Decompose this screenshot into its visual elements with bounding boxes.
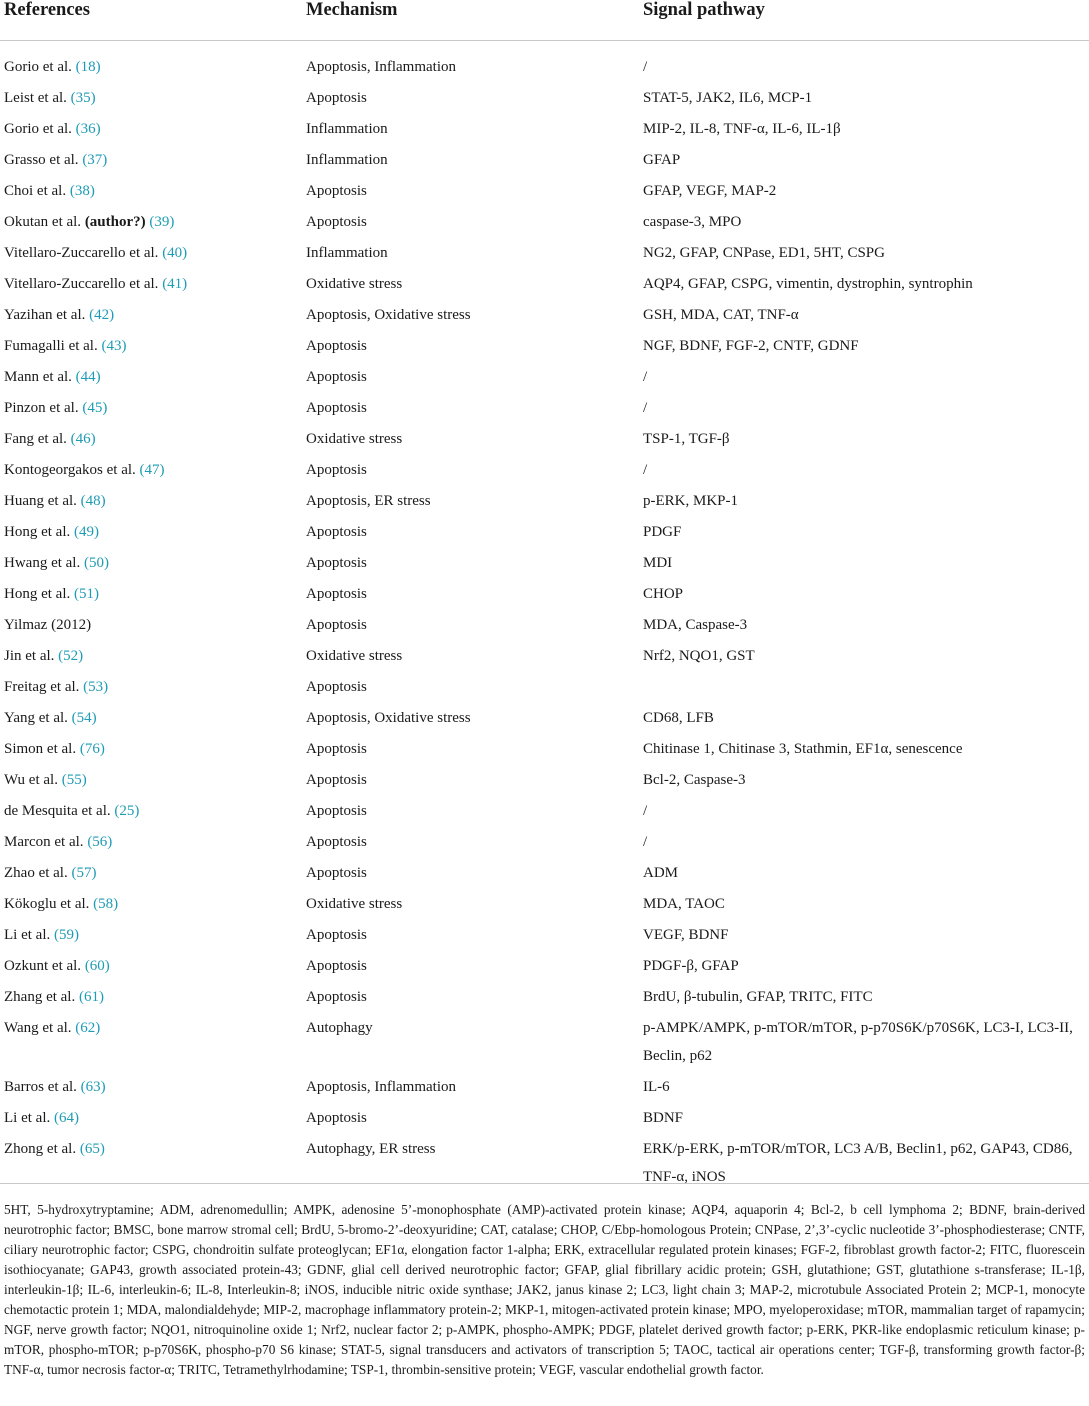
citation-link[interactable]: (62) — [75, 1019, 101, 1036]
mechanism-cell: Apoptosis — [306, 740, 367, 757]
abbreviations-footnote: 5HT, 5-hydroxytryptamine; ADM, adrenomedullin; AMPK, adenosine 5’-monophosphate (AMP)-activated protein kinase; AQP4, aquaporin 4; Bcl-2, b cell lymphoma 2; BDNF, brain-derived neurotrophic factor; BMSC, bone marrow stromal cell; BrdU, 5-bromo-2’-deoxyuridine; CAT, catalase; CHOP, C/Ebp-homologous Protein; CNPase, 2’,3’-cyclic nucleotide 3’-phosphodiesterase; CNTF, ciliary neurotrophic factor; CSPG, chondroitin sulfate proteoglycan; EF1α, elongation factor 1-alpha; ERK, extracellular regulated protein kinases; FGF-2, fibroblast growth factor-2; FITC, fluorescein isothiocyanate; GAP43, growth associated protein-43; GDNF, glial cell derived neurotrophic factor; GFAP, glial fibrillary acidic protein; GSH, glutathione; GST, glutathione s-transferase; IL-1β, interleukin-1β; IL-6, interleukin-6; IL-8, Interleukin-8; iNOS, inducible nitric oxide synthase; JAK2, janus kinase 2; LC3, light chain 3; MAP-2, microtubule Associated Protein 2; MCP-1, monocyte chemotactic protein 1; MDA, malondialdehyde; MIP-2, macrophage inflammatory protein-2; MKP-1, mitogen-activated protein kinase; MPO, myeloperoxidase; mTOR, mammalian target of rapamycin; NGF, nerve growth factor; NQO1, nitroquinoline oxide 1; Nrf2, nuclear factor 2; p-AMPK, phospho-AMPK; PDGF, platelet derived growth factor; p-ERK, PKR-like endoplasmic reticulum kinase; p-mTOR, phospho-mTOR; p-p70S6K, phospho-p70 S6 kinase; STAT-5, signal transducers and activators of transcription 5; TAOC, tactical air operations center; TGF-β, transforming growth factor-β; TNF-α, tumor necrosis factor-α; TRITC, Tetramethylrhodamine; TSP-1, thrombin-sensitive protein; VEGF, vascular endothelial growth factor. — [4, 1202, 1085, 1377]
reference-cell — [0, 640, 302, 671]
table-row — [0, 113, 1089, 144]
reference-cell — [0, 485, 302, 516]
table-row — [0, 609, 1089, 640]
signal-pathway-cell: IL-6 — [643, 1078, 670, 1095]
reference-cell — [0, 764, 302, 795]
reference-cell — [0, 237, 302, 268]
signal-pathway-cell: GSH, MDA, CAT, TNF-α — [643, 306, 799, 323]
header-mechanism: Mechanism — [302, 0, 639, 41]
mechanism-cell: Apoptosis — [306, 523, 367, 540]
table-row — [0, 144, 1089, 175]
table-row — [0, 919, 1089, 950]
mechanism-cell: Apoptosis — [306, 678, 367, 695]
citation-link[interactable]: (41) — [162, 275, 188, 292]
signal-pathway-cell — [639, 671, 1089, 702]
table-row — [0, 454, 1089, 485]
reference-cell — [0, 175, 302, 206]
mechanism-cell: Apoptosis, Oxidative stress — [306, 709, 471, 726]
reference-author: Li et al. — [4, 1109, 54, 1126]
mechanism-cell: Apoptosis — [306, 213, 367, 230]
table-row — [0, 51, 1089, 82]
mechanism-cell: Oxidative stress — [306, 430, 403, 447]
reference-author: Simon et al. — [4, 740, 80, 757]
table-row — [0, 361, 1089, 392]
mechanism-cell: Inflammation — [306, 244, 388, 261]
reference-author: Hong et al. — [4, 523, 74, 540]
reference-cell — [0, 733, 302, 764]
table-row — [0, 423, 1089, 454]
signal-pathway-cell: TSP-1, TGF-β — [643, 430, 730, 447]
citation-link[interactable]: (25) — [114, 802, 140, 819]
reference-author: Ozkunt et al. — [4, 957, 85, 974]
reference-author: Wang et al. — [4, 1019, 76, 1036]
table-row — [0, 1071, 1089, 1102]
mechanism-cell: Autophagy — [306, 1019, 373, 1036]
mechanism-cell: Apoptosis — [306, 461, 367, 478]
citation-link[interactable]: (46) — [70, 430, 96, 447]
reference-cell — [0, 950, 302, 981]
citation-link[interactable]: (59) — [53, 926, 79, 943]
signal-pathway-cell: CD68, LFB — [643, 709, 714, 726]
signal-pathway-cell: AQP4, GFAP, CSPG, vimentin, dystrophin, syntrophin — [643, 275, 973, 292]
signal-pathway-cell: GFAP — [643, 151, 681, 168]
reference-author: Zhang et al. — [4, 988, 79, 1005]
citation-link[interactable]: (48) — [80, 492, 106, 509]
reference-author: Kontogeorgakos et al. — [4, 461, 140, 478]
signal-pathway-cell: / — [643, 58, 648, 75]
table-row — [0, 764, 1089, 795]
citation-link[interactable]: (61) — [78, 988, 104, 1005]
reference-author: Vitellaro-Zuccarello et al. — [4, 244, 163, 261]
reference-author: Marcon et al. — [4, 833, 88, 850]
table-row — [0, 640, 1089, 671]
signal-pathway-cell: NGF, BDNF, FGF-2, CNTF, GDNF — [643, 337, 859, 354]
reference-author: Jin et al. — [4, 647, 59, 664]
table-row — [0, 206, 1089, 237]
table-row — [0, 981, 1089, 1012]
citation-link[interactable]: (54) — [71, 709, 97, 726]
citation-link[interactable]: (35) — [70, 89, 96, 106]
signal-pathway-cell: STAT-5, JAK2, IL6, MCP-1 — [643, 89, 813, 106]
mechanism-cell: Apoptosis — [306, 771, 367, 788]
table-row — [0, 857, 1089, 888]
citation-link[interactable]: (63) — [80, 1078, 106, 1095]
reference-author: Freitag et al. — [4, 678, 84, 695]
reference-cell — [0, 268, 302, 299]
mechanism-cell: Apoptosis — [306, 399, 367, 416]
reference-author: Choi et al. — [4, 182, 70, 199]
mechanism-cell: Apoptosis — [306, 616, 367, 633]
citation-link[interactable]: (37) — [82, 151, 108, 168]
reference-author: Mann et al. — [4, 368, 76, 385]
mechanism-cell: Apoptosis, Oxidative stress — [306, 306, 471, 323]
table-row — [0, 516, 1089, 547]
citation-link[interactable]: (52) — [58, 647, 84, 664]
signal-pathway-cell: BrdU, β-tubulin, GFAP, TRITC, FITC — [643, 988, 873, 1005]
citation-link[interactable]: (40) — [162, 244, 188, 261]
reference-author: Zhong et al. — [4, 1140, 80, 1157]
table-row — [0, 175, 1089, 206]
reference-author: Fang et al. — [4, 430, 71, 447]
mechanism-cell: Autophagy, ER stress — [306, 1140, 436, 1157]
table-row — [0, 671, 1089, 702]
citation-link[interactable]: (36) — [75, 120, 101, 137]
table-row — [0, 795, 1089, 826]
mechanism-cell: Oxidative stress — [306, 647, 403, 664]
reference-author: Gorio et al. — [4, 58, 76, 75]
table-row — [0, 237, 1089, 268]
reference-cell — [0, 454, 302, 485]
reference-cell — [0, 1102, 302, 1133]
signal-pathway-cell: ADM — [643, 864, 679, 881]
citation-link[interactable]: (57) — [71, 864, 97, 881]
reference-author: Gorio et al. — [4, 120, 76, 137]
reference-cell — [0, 1071, 302, 1102]
reference-author: Fumagalli et al. — [4, 337, 102, 354]
reference-cell — [0, 857, 302, 888]
reference-author: Grasso et al. — [4, 151, 83, 168]
table-row — [0, 702, 1089, 733]
signal-pathway-cell: p-ERK, MKP-1 — [643, 492, 739, 509]
signal-pathway-cell: MDA, Caspase-3 — [643, 616, 748, 633]
citation-link[interactable]: (44) — [75, 368, 101, 385]
citation-link[interactable]: (49) — [73, 523, 99, 540]
reference-author: Kökoglu et al. — [4, 895, 94, 912]
table-row — [0, 888, 1089, 919]
reference-cell — [0, 795, 302, 826]
mechanism-cell: Inflammation — [306, 120, 388, 137]
signal-pathway-cell: ERK/p-ERK, p-mTOR/mTOR, LC3 A/B, Beclin1, p62, GAP43, CD86, TNF-α, iNOS — [643, 1140, 1073, 1185]
mechanism-cell: Apoptosis — [306, 89, 367, 106]
reference-cell — [0, 671, 302, 702]
reference-cell — [0, 888, 302, 919]
mechanism-cell: Apoptosis — [306, 957, 367, 974]
reference-cell — [0, 144, 302, 175]
reference-author: Yilmaz (2012) — [4, 616, 92, 633]
reference-author: Yazihan et al. — [4, 306, 90, 323]
reference-cell — [0, 919, 302, 950]
table-spacer — [0, 41, 1089, 52]
mechanism-cell: Apoptosis — [306, 833, 367, 850]
reference-author-placeholder: (author?) — [84, 213, 146, 230]
citation-link[interactable]: (58) — [93, 895, 119, 912]
reference-cell — [0, 1012, 302, 1071]
reference-author: Hong et al. — [4, 585, 74, 602]
table-row — [0, 392, 1089, 423]
signal-pathway-cell: NG2, GFAP, CNPase, ED1, 5HT, CSPG — [643, 244, 885, 261]
header-signal-pathway: Signal pathway — [639, 0, 1089, 41]
reference-cell — [0, 51, 302, 82]
reference-author: Li et al. — [4, 926, 54, 943]
signal-pathway-cell: MDI — [643, 554, 673, 571]
reference-cell — [0, 206, 302, 237]
citation-link[interactable]: (64) — [53, 1109, 79, 1126]
reference-author: Pinzon et al. — [4, 399, 83, 416]
reference-author: Huang et al. — [4, 492, 81, 509]
reference-author: Vitellaro-Zuccarello et al. — [4, 275, 163, 292]
table-row — [0, 1012, 1089, 1071]
signal-pathway-cell: / — [643, 399, 648, 416]
header-references: References — [0, 0, 302, 41]
signal-pathway-cell: Chitinase 1, Chitinase 3, Stathmin, EF1α, senescence — [643, 740, 963, 757]
table-row — [0, 1102, 1089, 1133]
signal-pathway-cell: p-AMPK/AMPK, p-mTOR/mTOR, p-p70S6K/p70S6K, LC3-I, LC3-II, Beclin, p62 — [643, 1019, 1073, 1064]
reference-cell — [0, 361, 302, 392]
citation-link[interactable]: (76) — [79, 740, 105, 757]
table-row — [0, 547, 1089, 578]
footnote-divider — [0, 1183, 1089, 1184]
citation-link[interactable]: (53) — [83, 678, 109, 695]
reference-cell — [0, 299, 302, 330]
reference-author: Yang et al. — [4, 709, 72, 726]
citation-link[interactable]: (65) — [79, 1140, 105, 1157]
signal-pathway-cell: MDA, TAOC — [643, 895, 725, 912]
table-row — [0, 485, 1089, 516]
signal-pathway-cell: caspase-3, MPO — [643, 213, 742, 230]
citation-link[interactable]: (39) — [145, 213, 175, 230]
citation-link[interactable]: (18) — [75, 58, 101, 75]
table-row — [0, 82, 1089, 113]
citation-link[interactable]: (38) — [69, 182, 95, 199]
citation-link[interactable]: (42) — [89, 306, 115, 323]
mechanism-cell: Apoptosis — [306, 554, 367, 571]
citation-link[interactable]: (43) — [101, 337, 127, 354]
citation-link[interactable]: (56) — [87, 833, 113, 850]
reference-cell — [0, 82, 302, 113]
mechanism-cell: Oxidative stress — [306, 275, 403, 292]
reference-author: Zhao et al. — [4, 864, 72, 881]
table-row — [0, 299, 1089, 330]
reference-cell — [0, 516, 302, 547]
reference-cell — [0, 609, 302, 640]
citation-link[interactable]: (55) — [61, 771, 87, 788]
reference-cell — [0, 826, 302, 857]
signal-pathway-cell: GFAP, VEGF, MAP-2 — [643, 182, 777, 199]
reference-cell — [0, 423, 302, 454]
signal-pathway-cell: MIP-2, IL-8, TNF-α, IL-6, IL-1β — [643, 120, 841, 137]
table-header-row — [0, 0, 1089, 41]
mechanism-cell: Apoptosis — [306, 1109, 367, 1126]
signal-pathway-cell: PDGF-β, GFAP — [643, 957, 739, 974]
signal-pathway-cell: CHOP — [643, 585, 684, 602]
table-body — [0, 41, 1089, 1193]
table-row — [0, 330, 1089, 361]
signal-pathway-cell: / — [643, 802, 648, 819]
reference-cell — [0, 981, 302, 1012]
reference-cell — [0, 578, 302, 609]
signal-pathway-cell: / — [643, 833, 648, 850]
mechanism-cell: Apoptosis — [306, 337, 367, 354]
mechanism-cell: Apoptosis — [306, 802, 367, 819]
citation-link[interactable]: (51) — [73, 585, 99, 602]
table-row — [0, 826, 1089, 857]
citation-link[interactable]: (60) — [84, 957, 110, 974]
signal-pathway-cell: VEGF, BDNF — [643, 926, 729, 943]
reference-cell — [0, 547, 302, 578]
mechanism-cell: Apoptosis — [306, 864, 367, 881]
signal-pathway-cell: / — [643, 368, 648, 385]
mechanism-cell: Apoptosis — [306, 585, 367, 602]
mechanism-cell: Apoptosis — [306, 988, 367, 1005]
mechanism-cell: Apoptosis — [306, 926, 367, 943]
table-row — [0, 268, 1089, 299]
mechanism-cell: Inflammation — [306, 151, 388, 168]
reference-author: de Mesquita et al. — [4, 802, 115, 819]
reference-cell — [0, 392, 302, 423]
signal-pathway-cell: BDNF — [643, 1109, 684, 1126]
reference-author: Wu et al. — [4, 771, 62, 788]
citation-link[interactable]: (50) — [83, 554, 109, 571]
mechanism-cell: Apoptosis, ER stress — [306, 492, 431, 509]
mechanism-cell: Apoptosis, Inflammation — [306, 1078, 456, 1095]
table-row — [0, 578, 1089, 609]
reference-cell — [0, 702, 302, 733]
reference-author: Barros et al. — [4, 1078, 81, 1095]
table-row — [0, 950, 1089, 981]
table-row — [0, 733, 1089, 764]
reference-cell — [0, 113, 302, 144]
signal-pathway-cell: Bcl-2, Caspase-3 — [643, 771, 746, 788]
mechanism-cell: Apoptosis, Inflammation — [306, 58, 456, 75]
reference-author: Hwang et al. — [4, 554, 84, 571]
reference-cell — [0, 330, 302, 361]
citation-link[interactable]: (45) — [82, 399, 108, 416]
mechanism-cell: Apoptosis — [306, 182, 367, 199]
reference-author: Okutan et al. — [4, 213, 85, 230]
signal-pathway-cell: / — [643, 461, 648, 478]
reference-author: Leist et al. — [4, 89, 71, 106]
citation-link[interactable]: (47) — [139, 461, 165, 478]
mechanism-cell: Apoptosis — [306, 368, 367, 385]
signal-pathway-cell: PDGF — [643, 523, 682, 540]
mechanism-cell: Oxidative stress — [306, 895, 403, 912]
signal-pathway-cell: Nrf2, NQO1, GST — [643, 647, 755, 664]
